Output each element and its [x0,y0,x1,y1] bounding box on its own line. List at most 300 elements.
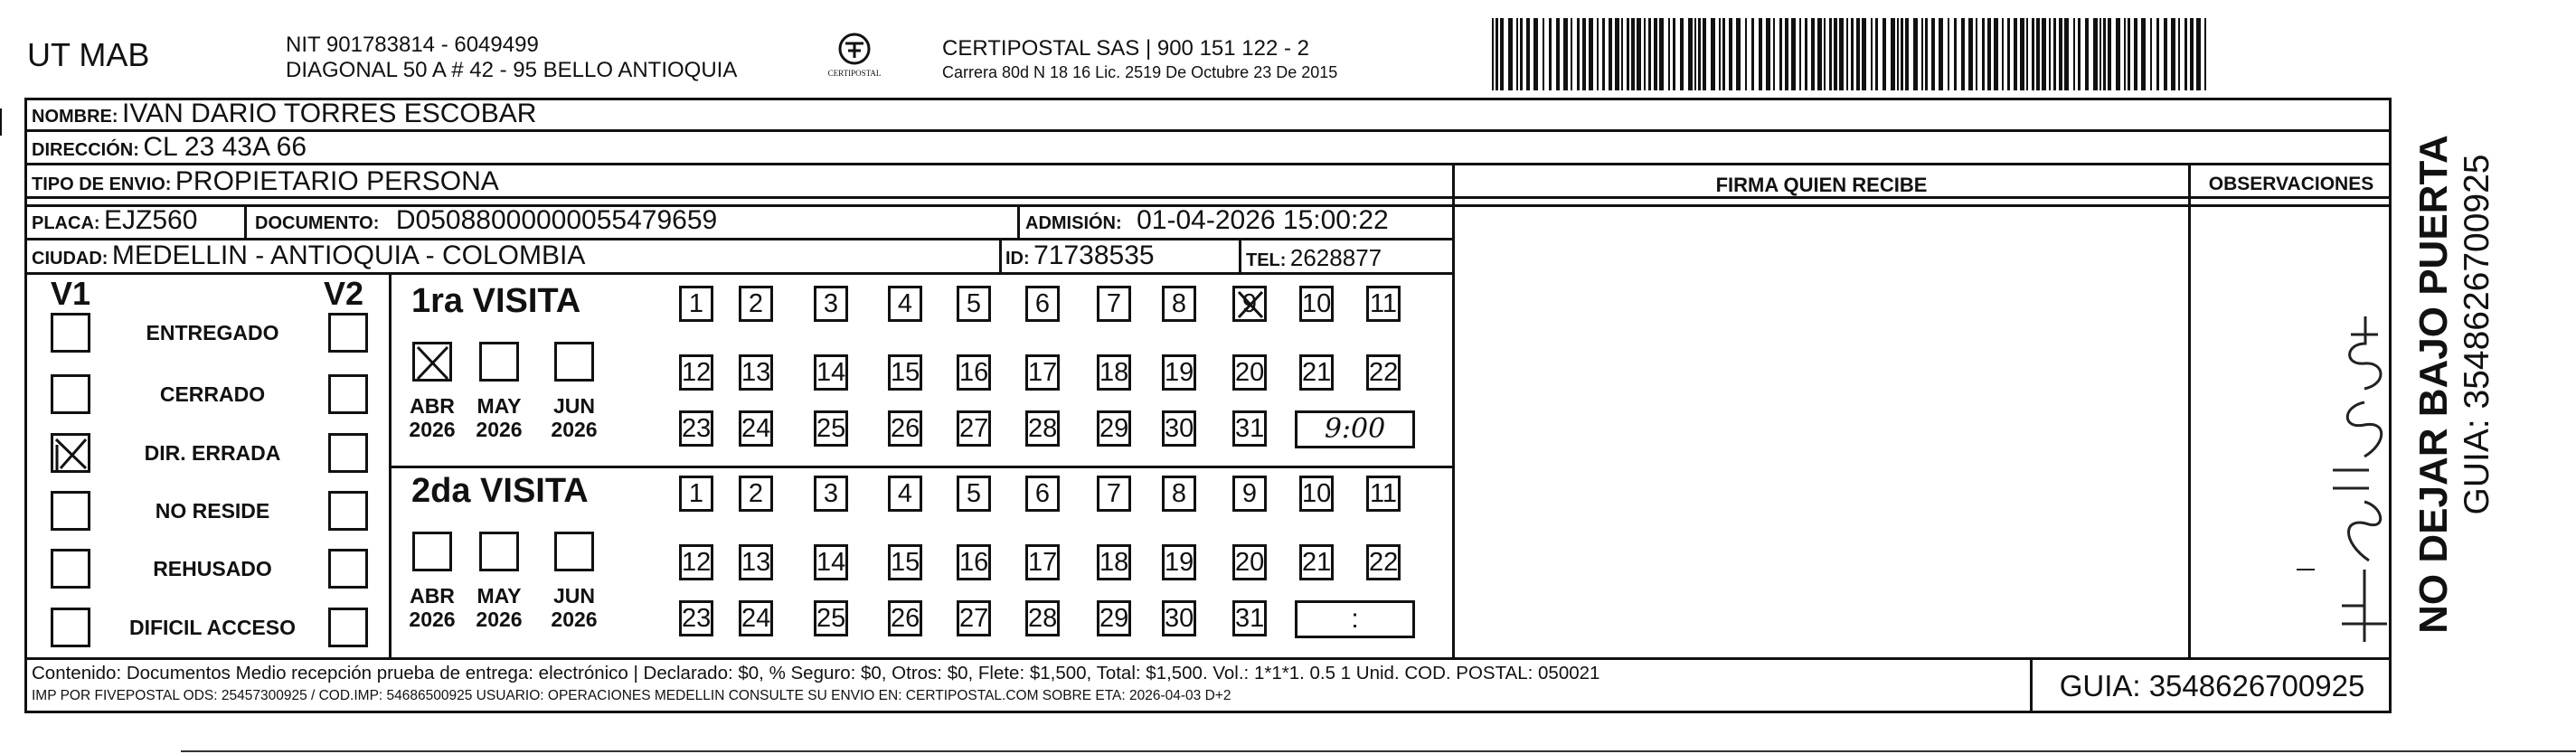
day-number: 10 [1302,479,1332,508]
day-box-13[interactable] [739,354,773,391]
day-number: 3 [823,289,839,318]
day-box-24[interactable] [739,410,773,447]
v1-checkbox[interactable] [51,433,90,473]
day-box-3[interactable] [814,286,848,322]
time-box[interactable] [1295,600,1415,638]
nombre-value: IVAN DARIO TORRES ESCOBAR [122,99,537,128]
barcode-bar [1994,18,1998,90]
id-value: 71738535 [1033,240,1155,270]
check-mark-icon [1235,288,1266,321]
day-number: 26 [891,414,920,443]
barcode-bar [2178,18,2180,90]
day-number: 6 [1034,289,1051,318]
day-box-9[interactable] [1232,286,1267,322]
barcode-bar [2099,18,2101,90]
day-box-26[interactable] [888,410,922,447]
barcode-bar [2204,18,2206,90]
status-label: CERRADO [159,382,266,406]
month-name: MAY [477,394,522,418]
sender-address: DIAGONAL 50 A # 42 - 95 BELLO ANTIOQUIA [286,58,738,82]
barcode-bar [1654,18,1657,90]
day-box-17[interactable] [1025,354,1060,391]
barcode-bar [1711,18,1715,90]
barcode-bar [2171,18,2175,90]
day-number: 8 [1171,289,1187,318]
barcode-bar [1811,18,1815,90]
day-number: 8 [1171,479,1187,508]
day-number: 19 [1165,548,1194,577]
barcode-bar [1571,18,1572,90]
barcode-bar [2150,18,2152,90]
day-number: 19 [1165,358,1194,387]
barcode-bar [1779,18,1782,90]
day-number: 13 [741,358,771,387]
barcode-bar [2103,18,2106,90]
day-box-18[interactable] [1097,544,1131,580]
barcode-bar [1751,18,1754,90]
day-number: 14 [816,358,846,387]
documento-cell [255,205,717,236]
day-number: 23 [682,414,712,443]
barcode-bar [2190,18,2194,90]
side-guia: GUIA: 3548626700925 [2458,154,2496,515]
day-box-15[interactable] [888,544,922,580]
barcode-bar [1905,18,1909,90]
day-box-31[interactable] [1232,600,1267,636]
barcode-bar [1829,18,1832,90]
day-box-21[interactable] [1299,354,1334,391]
barcode-bar [1961,18,1965,90]
barcode-bar [2032,18,2034,90]
day-box-7[interactable] [1097,476,1131,512]
barcode-bar [1901,18,1903,90]
observaciones-header: OBSERVACIONES [2208,174,2374,194]
check-mark-icon [415,344,451,381]
company-name: UT MAB [27,36,150,73]
barcode-bar [1791,18,1796,90]
signature-scribble-icon [2279,298,2405,651]
month-checkbox[interactable] [412,342,452,382]
day-number: 11 [1369,479,1398,508]
barcode-bar [2141,18,2146,90]
tel-label: TEL: [1246,250,1287,270]
month-year: 2026 [409,608,456,631]
v1-checkbox[interactable] [51,313,90,353]
day-number: 4 [897,479,913,508]
day-box-25[interactable] [814,410,848,447]
day-box-20[interactable] [1232,544,1267,580]
barcode-bar [1621,18,1623,90]
barcode-bar [1556,18,1560,90]
v1-checkbox[interactable] [51,374,90,414]
day-box-9[interactable] [1232,476,1267,512]
day-box-22[interactable] [1366,354,1401,391]
time-box[interactable] [1295,410,1415,448]
day-box-13[interactable] [739,544,773,580]
barcode-bar [1694,18,1696,90]
day-box-28[interactable] [1025,410,1060,447]
v1-checkbox[interactable] [51,491,90,531]
barcode-bar [1533,18,1538,90]
barcode-bar [1834,18,1837,90]
day-number: 16 [959,358,989,387]
day-box-12[interactable] [679,354,713,391]
day-number: 21 [1302,358,1332,387]
admision-value: 01-04-2026 15:00:22 [1137,205,1389,235]
id-cell [1005,240,1155,271]
placa-value: EJZ560 [104,205,198,235]
day-number: 2 [748,289,764,318]
day-number: 5 [966,289,982,318]
month-checkbox[interactable] [479,342,519,382]
barcode-bar [1925,18,1928,90]
month-checkbox[interactable] [479,532,519,571]
v1-checkbox[interactable] [51,608,90,647]
month-checkbox[interactable] [554,532,594,571]
barcode-bar [1496,18,1498,90]
month-name: ABR [410,584,455,608]
day-box-5[interactable] [957,476,991,512]
barcode-bar [2128,18,2130,90]
barcode-bar [1939,18,1943,90]
day-box-28[interactable] [1025,600,1060,636]
barcode-bar [1773,18,1775,90]
imp-text: IMP POR FIVEPOSTAL ODS: 25457300925 / COD.IMP: 54686500925 USUARIO: OPERACIONES MEDELLIN CONSULTE SU ENVIO EN: CERTIPOSTAL.COM SOBRE ETA: 2026-04-03 D+2 [32,688,1231,703]
side-warning: NO DEJAR BAJO PUERTA [2411,135,2456,634]
barcode-bar [1817,18,1822,90]
direccion-value: CL 23 43A 66 [143,132,307,162]
barcode-bar [1785,18,1788,90]
day-box-19[interactable] [1162,544,1196,580]
barcode-bar [1659,18,1664,90]
day-box-14[interactable] [814,544,848,580]
handwritten-signature [2279,298,2405,651]
month-year: 2026 [476,418,523,441]
placa-label: PLACA: [32,213,100,233]
barcode-bar [2042,18,2046,90]
barcode-bar [1948,18,1949,90]
day-box-30[interactable] [1162,600,1196,636]
day-number: 20 [1235,548,1265,577]
barcode-bar [1602,18,1605,90]
v2-checkbox[interactable] [328,491,368,531]
barcode-bar [1627,18,1629,90]
barcode-bar [1759,18,1762,90]
day-number: 29 [1099,604,1129,633]
barcode-bar [2134,18,2137,90]
day-number: 4 [897,289,913,318]
barcode [1492,18,2211,90]
day-box-26[interactable] [888,600,922,636]
month-year: 2026 [551,608,598,631]
month-label [405,394,459,441]
day-box-27[interactable] [957,410,991,447]
barcode-bar [1736,18,1741,90]
barcode-bar [2116,18,2120,90]
barcode-bar [1644,18,1646,90]
barcode-icon [1492,18,2211,90]
barcode-bar [2085,18,2089,90]
month-year: 2026 [551,418,598,441]
day-number: 14 [816,548,846,577]
day-box-21[interactable] [1299,544,1334,580]
day-box-31[interactable] [1232,410,1267,447]
ciudad-cell [32,240,585,271]
month-year: 2026 [409,418,456,441]
barcode-bar [1492,18,1494,90]
barcode-bar [2053,18,2056,90]
day-number: 30 [1165,414,1194,443]
barcode-bar [1921,18,1923,90]
month-checkbox[interactable] [412,532,452,571]
barcode-bar [1729,18,1732,90]
day-number: 1 [688,479,704,508]
day-box-25[interactable] [814,600,848,636]
day-box-11[interactable] [1366,476,1401,512]
day-number: 18 [1099,358,1129,387]
v2-checkbox[interactable] [328,549,368,589]
barcode-bar [2059,18,2062,90]
month-label [405,584,459,631]
day-number: 31 [1235,414,1265,443]
barcode-bar [1766,18,1770,90]
day-number: 28 [1028,604,1058,633]
day-box-22[interactable] [1366,544,1401,580]
barcode-bar [1648,18,1651,90]
day-box-1[interactable] [679,476,713,512]
day-box-29[interactable] [1097,410,1131,447]
day-box-29[interactable] [1097,600,1131,636]
placa-cell [32,205,197,236]
day-box-12[interactable] [679,544,713,580]
day-number: 13 [741,548,771,577]
day-box-10[interactable] [1299,286,1334,322]
ciudad-label: CIUDAD: [32,249,109,269]
month-label [547,584,601,631]
day-box-10[interactable] [1299,476,1334,512]
status-label: DIR. ERRADA [144,441,281,465]
barcode-bar [1982,18,1985,90]
logo-text: CERTIPOSTAL [827,69,882,78]
day-box-16[interactable] [957,544,991,580]
month-name: ABR [410,394,455,418]
page-border-left [0,108,2,136]
barcode-bar [1543,18,1544,90]
month-label [472,394,526,441]
day-number: 9 [1241,479,1258,508]
second-visit-title: 2da VISITA [411,472,589,510]
id-label: ID: [1005,249,1030,269]
barcode-bar [1846,18,1848,90]
barcode-bar [1824,18,1826,90]
barcode-bar [1871,18,1873,90]
day-number: 30 [1165,604,1194,633]
first-visit-title: 1ra VISITA [411,282,581,320]
day-box-11[interactable] [1366,286,1401,322]
v2-checkbox[interactable] [328,313,368,353]
barcode-bar [2002,18,2004,90]
day-number: 31 [1235,604,1265,633]
barcode-bar [2026,18,2028,90]
v2-checkbox[interactable] [328,374,368,414]
footer-guia: GUIA: 3548626700925 [2059,669,2365,702]
day-number: 16 [959,548,989,577]
day-number: 12 [682,358,712,387]
day-box-27[interactable] [957,600,991,636]
barcode-bar [1987,18,1991,90]
day-box-2[interactable] [739,286,773,322]
day-box-3[interactable] [814,476,848,512]
barcode-bar [1615,18,1619,90]
check-mark-icon [53,436,90,472]
day-number: 28 [1028,414,1058,443]
barcode-bar [2164,18,2167,90]
barcode-bar [1875,18,1878,90]
barcode-bar [1549,18,1552,90]
day-number: 23 [682,604,712,633]
v1-header: V1 [51,275,91,312]
barcode-bar [2078,18,2081,90]
day-number: 24 [741,414,771,443]
month-year: 2026 [476,608,523,631]
barcode-bar [1799,18,1801,90]
barcode-bar [1516,18,1518,90]
barcode-bar [1913,18,1918,90]
barcode-bar [1882,18,1886,90]
v2-header: V2 [324,275,364,312]
bottom-rule [181,750,2576,752]
day-box-4[interactable] [888,476,922,512]
barcode-bar [1500,18,1504,90]
barcode-bar [2196,18,2201,90]
barcode-bar [2156,18,2159,90]
v2-checkbox[interactable] [328,608,368,647]
day-box-2[interactable] [739,476,773,512]
v1-checkbox[interactable] [51,549,90,589]
day-box-23[interactable] [679,410,713,447]
day-number: 25 [816,604,846,633]
firma-header: FIRMA QUIEN RECIBE [1715,174,1928,196]
day-box-6[interactable] [1025,286,1060,322]
tel-value: 2628877 [1289,244,1382,271]
day-box-7[interactable] [1097,286,1131,322]
sender-nit: NIT 901783814 - 6049499 [286,33,539,57]
day-number: 24 [741,604,771,633]
day-number: 7 [1106,289,1122,318]
barcode-bar [1891,18,1895,90]
day-box-4[interactable] [888,286,922,322]
barcode-bar [2007,18,2010,90]
v2-checkbox[interactable] [328,433,368,473]
day-box-30[interactable] [1162,410,1196,447]
day-box-15[interactable] [888,354,922,391]
day-number: 5 [966,479,982,508]
day-number: 29 [1099,414,1129,443]
day-box-8[interactable] [1162,476,1196,512]
day-box-18[interactable] [1097,354,1131,391]
day-box-24[interactable] [739,600,773,636]
barcode-bar [1703,18,1706,90]
day-number: 12 [682,548,712,577]
month-name: JUN [552,394,595,418]
barcode-bar [2184,18,2187,90]
barcode-bar [1719,18,1721,90]
barcode-bar [1609,18,1612,90]
day-number: 2 [748,479,764,508]
barcode-bar [2093,18,2098,90]
contenido-text: Contenido: Documentos Medio recepción prueba de entrega: electrónico | Declarado: $0, % Seguro: $0, Otros: $0, Flete: $1,500, Total: $1,500. Vol.: 1*1*1. 0.5 1 Unid. COD. POSTAL: 050021 [32,663,1600,683]
barcode-bar [2036,18,2040,90]
day-box-19[interactable] [1162,354,1196,391]
status-label: NO RESIDE [155,499,270,523]
day-box-17[interactable] [1025,544,1060,580]
tel-cell [1246,244,1382,272]
barcode-bar [1745,18,1747,90]
barcode-bar [1582,18,1586,90]
barcode-bar [2108,18,2111,90]
day-box-16[interactable] [957,354,991,391]
day-number: 9 [1241,289,1258,318]
barcode-bar [1526,18,1530,90]
day-number: 27 [959,604,989,633]
month-label [472,584,526,631]
barcode-bar [1680,18,1684,90]
nombre-label: NOMBRE: [32,107,118,127]
barcode-bar [1722,18,1725,90]
day-box-23[interactable] [679,600,713,636]
month-name: JUN [552,584,595,608]
day-number: 11 [1369,289,1398,318]
day-number: 17 [1028,358,1058,387]
day-number: 15 [891,358,920,387]
day-number: 17 [1028,548,1058,577]
barcode-bar [1968,18,1973,90]
barcode-bar [1589,18,1593,90]
tipo-envio-label: TIPO DE ENVIO: [32,174,172,194]
day-box-6[interactable] [1025,476,1060,512]
day-box-8[interactable] [1162,286,1196,322]
day-number: 6 [1034,479,1051,508]
day-box-14[interactable] [814,354,848,391]
day-number: 1 [688,289,704,318]
tipo-envio-value: PROPIETARIO PERSONA [175,166,499,196]
barcode-bar [1688,18,1693,90]
barcode-bar [1520,18,1523,90]
barcode-bar [1856,18,1860,90]
day-box-5[interactable] [957,286,991,322]
barcode-bar [2049,18,2051,90]
day-number: 22 [1369,358,1399,387]
month-checkbox[interactable] [554,342,594,382]
day-number: 21 [1302,548,1332,577]
status-label: ENTREGADO [146,321,279,344]
barcode-bar [1637,18,1641,90]
nombre-row [32,99,536,129]
day-number: 27 [959,414,989,443]
time-value: 9:00 [1324,413,1386,445]
month-label [547,394,601,441]
day-box-1[interactable] [679,286,713,322]
documento-value: D05088000000055479659 [395,205,718,235]
day-number: 10 [1302,289,1332,318]
day-number: 3 [823,479,839,508]
barcode-bar [1805,18,1807,90]
carrier-license: Carrera 80d N 18 16 Lic. 2519 De Octubre 23 De 2015 [942,63,1338,81]
direccion-row [32,132,307,163]
barcode-bar [2020,18,2024,90]
day-box-20[interactable] [1232,354,1267,391]
barcode-bar [2073,18,2075,90]
